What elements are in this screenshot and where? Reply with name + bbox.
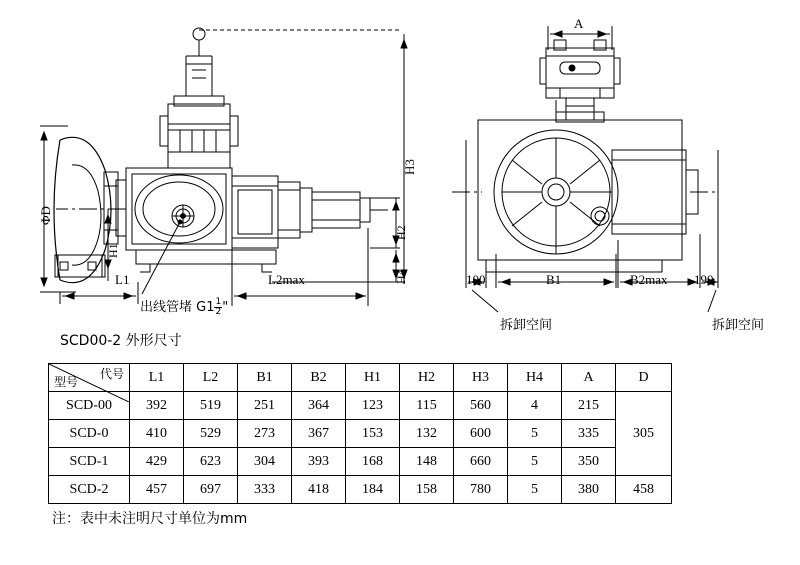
cell-scd1-L2: 623 xyxy=(184,448,238,476)
cell-scd2-H4: 5 xyxy=(508,476,562,504)
callout-conduit-plug-text: 出线管堵 G1 xyxy=(140,300,215,315)
cell-scd00-H3: 560 xyxy=(454,392,508,420)
cell-scd1-H1: 168 xyxy=(346,448,400,476)
row-model-scd0: SCD-0 xyxy=(49,420,130,448)
corner-model-label: 型号 xyxy=(54,375,79,389)
callout-disassembly-space-left: 拆卸空间 xyxy=(500,318,553,333)
col-header-A: A xyxy=(562,364,616,392)
table-header-row xyxy=(49,364,672,392)
cell-scd00-B1: 251 xyxy=(238,392,292,420)
cell-scd00-H4: 4 xyxy=(508,392,562,420)
dim-label-H4: H4 xyxy=(394,269,408,284)
table-row xyxy=(49,476,672,504)
cell-scd2-B2: 418 xyxy=(292,476,346,504)
cell-scd00-H1: 123 xyxy=(346,392,400,420)
cell-scd00-L1: 392 xyxy=(130,392,184,420)
cell-scd00-A: 215 xyxy=(562,392,616,420)
cell-scd2-H1: 184 xyxy=(346,476,400,504)
col-header-H4: H4 xyxy=(508,364,562,392)
dim-label-phiD: ΦD xyxy=(38,206,53,225)
fraction-denominator: 2 xyxy=(215,307,222,318)
row-model-scd00: SCD-00 xyxy=(49,392,130,420)
table-row xyxy=(49,448,672,476)
cell-scd00-L2: 519 xyxy=(184,392,238,420)
dim-label-clearance-right: 190 xyxy=(694,272,714,287)
col-header-D: D xyxy=(616,364,672,392)
dim-label-B1: B1 xyxy=(546,272,562,287)
col-header-H3: H3 xyxy=(454,364,508,392)
dim-label-clearance-left: 100 xyxy=(466,272,486,287)
cell-scd2-H3: 780 xyxy=(454,476,508,504)
cell-scd2-B1: 333 xyxy=(238,476,292,504)
cell-scd0-H3: 600 xyxy=(454,420,508,448)
table-footnote: 注：表中未注明尺寸单位为mm xyxy=(52,511,248,527)
dim-label-L2max: L2max xyxy=(268,272,305,287)
cell-scd0-H2: 132 xyxy=(400,420,454,448)
cell-scd1-H2: 148 xyxy=(400,448,454,476)
cell-scd0-H1: 153 xyxy=(346,420,400,448)
dim-label-H3: H3 xyxy=(402,159,417,175)
corner-code-label: 代号 xyxy=(99,367,124,381)
drawing-caption: SCD00-2 外形尺寸 xyxy=(60,333,182,349)
fraction-numerator: 1 xyxy=(215,296,222,307)
table-row xyxy=(49,392,672,420)
cell-scd1-L1: 429 xyxy=(130,448,184,476)
col-header-L2: L2 xyxy=(184,364,238,392)
dim-label-B2max: B2max xyxy=(630,272,668,287)
cell-scd2-L1: 457 xyxy=(130,476,184,504)
table-corner-cell xyxy=(49,364,130,392)
dim-label-L1: L1 xyxy=(115,272,130,287)
col-header-B2: B2 xyxy=(292,364,346,392)
cell-scd2-H2: 158 xyxy=(400,476,454,504)
cell-scd0-H4: 5 xyxy=(508,420,562,448)
cell-scd2-A: 380 xyxy=(562,476,616,504)
dim-label-H1: H1 xyxy=(106,243,120,258)
callout-disassembly-space-right: 拆卸空间 xyxy=(712,318,765,333)
cell-scd0-L2: 529 xyxy=(184,420,238,448)
dim-label-A: A xyxy=(574,16,584,31)
cell-scd00-H2: 115 xyxy=(400,392,454,420)
table-row xyxy=(49,420,672,448)
dimension-table xyxy=(48,363,672,504)
cell-scd1-A: 350 xyxy=(562,448,616,476)
cell-D-group-305: 305 xyxy=(616,392,672,476)
row-model-scd1: SCD-1 xyxy=(49,448,130,476)
col-header-L1: L1 xyxy=(130,364,184,392)
cell-scd2-L2: 697 xyxy=(184,476,238,504)
cell-scd0-B2: 367 xyxy=(292,420,346,448)
cell-scd1-B1: 304 xyxy=(238,448,292,476)
cell-scd1-H4: 5 xyxy=(508,448,562,476)
col-header-B1: B1 xyxy=(238,364,292,392)
cell-scd0-A: 335 xyxy=(562,420,616,448)
cell-scd0-L1: 410 xyxy=(130,420,184,448)
cell-scd1-B2: 393 xyxy=(292,448,346,476)
callout-conduit-plug xyxy=(140,296,228,318)
cell-scd1-H3: 660 xyxy=(454,448,508,476)
row-model-scd2: SCD-2 xyxy=(49,476,130,504)
cell-scd0-B1: 273 xyxy=(238,420,292,448)
callout-conduit-plug-suffix: " xyxy=(222,300,229,315)
cell-D-group-458: 458 xyxy=(616,476,672,504)
cell-scd00-B2: 364 xyxy=(292,392,346,420)
dim-label-H2: H2 xyxy=(394,225,408,240)
col-header-H2: H2 xyxy=(400,364,454,392)
col-header-H1: H1 xyxy=(346,364,400,392)
